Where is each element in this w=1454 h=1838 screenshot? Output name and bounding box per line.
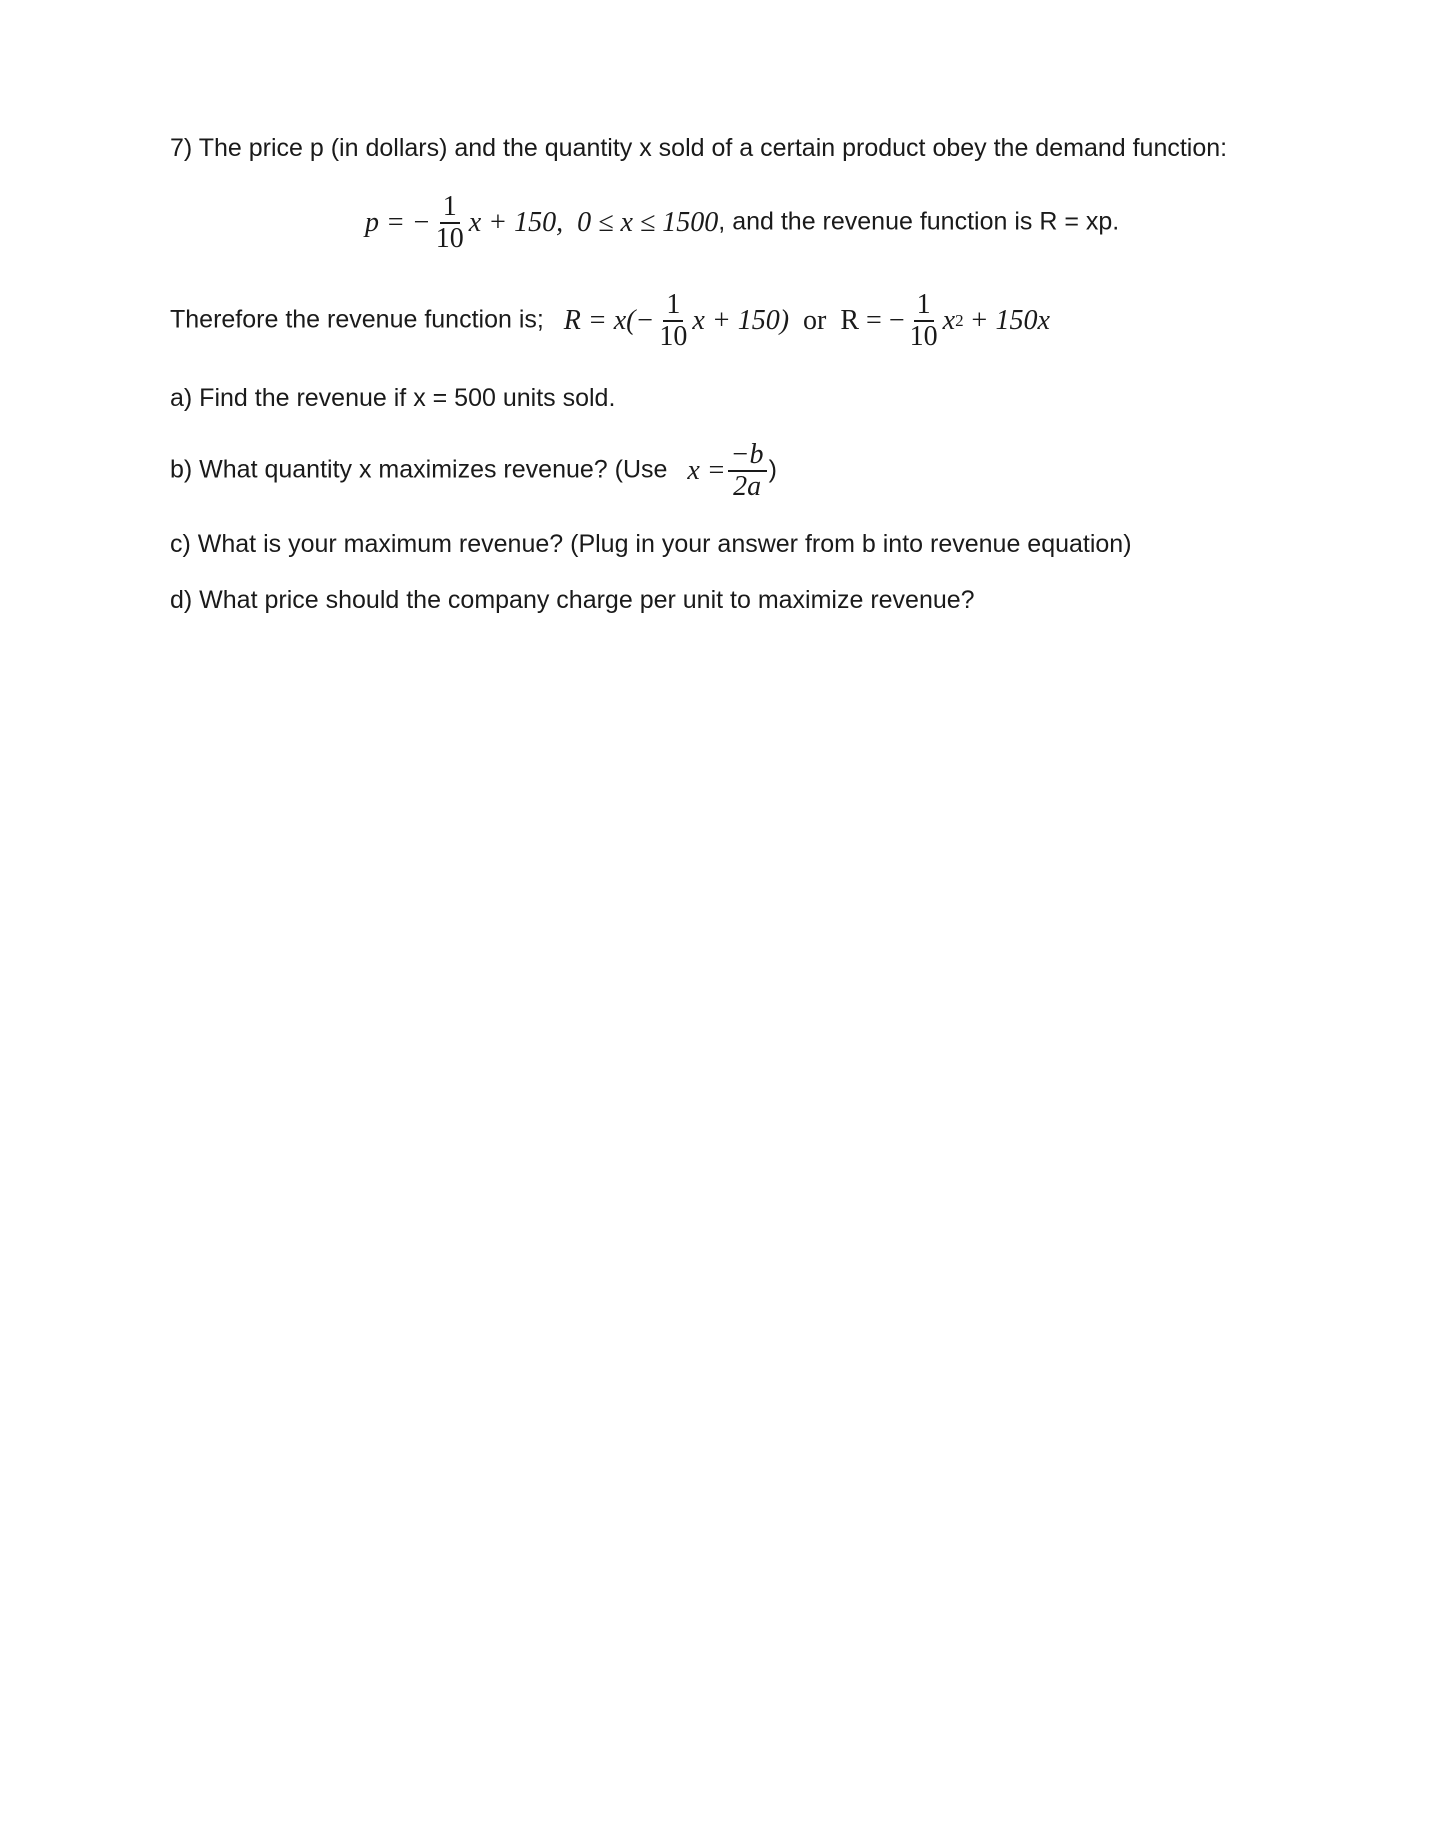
revenue-equation-1 bbox=[564, 290, 1050, 352]
revenue-eq2-denominator: 10 bbox=[909, 321, 938, 352]
demand-fraction-numerator: 1 bbox=[440, 192, 460, 224]
demand-equation bbox=[365, 192, 718, 254]
demand-domain: 0 ≤ x ≤ 1500 bbox=[577, 207, 719, 238]
demand-rest: x + 150, bbox=[468, 207, 564, 238]
part-d-question: d) What price should the company charge per unit to maximize revenue? bbox=[170, 586, 975, 614]
revenue-function-line bbox=[170, 290, 1050, 352]
part-b-close-paren: ) bbox=[768, 455, 777, 484]
vertex-formula bbox=[687, 440, 768, 502]
revenue-eq1-denominator: 10 bbox=[659, 321, 688, 352]
revenue-eq1-numerator: 1 bbox=[663, 290, 683, 322]
revenue-eq2-numerator: 1 bbox=[914, 290, 934, 322]
revenue-eq2-fraction bbox=[907, 290, 941, 352]
revenue-eq2-exponent: 2 bbox=[955, 311, 964, 330]
vertex-formula-numerator: −b bbox=[728, 440, 767, 472]
demand-lhs: p = − bbox=[365, 207, 431, 238]
revenue-lead-text: Therefore the revenue function is; bbox=[170, 305, 544, 334]
demand-fraction bbox=[433, 192, 467, 254]
problem-intro: 7) The price p (in dollars) and the quantity x sold of a certain product obey the demand function: bbox=[170, 134, 1228, 162]
vertex-formula-fraction bbox=[728, 440, 767, 502]
revenue-or: or bbox=[803, 305, 827, 336]
part-a-question: a) Find the revenue if x = 500 units sold. bbox=[170, 384, 616, 412]
revenue-eq1-lhs: R = x(− bbox=[563, 305, 655, 336]
revenue-eq1-fraction bbox=[656, 290, 690, 352]
demand-fraction-denominator: 10 bbox=[435, 223, 464, 254]
part-c-question: c) What is your maximum revenue? (Plug in your answer from b into revenue equation) bbox=[170, 530, 1132, 558]
part-b-question: b) What quantity x maximizes revenue? (Use bbox=[170, 455, 668, 484]
revenue-eq2-rest: + 150x bbox=[969, 305, 1050, 336]
demand-revenue-text: , and the revenue function is R = xp. bbox=[718, 207, 1120, 236]
vertex-formula-lhs: x = bbox=[687, 455, 726, 486]
revenue-eq2-lhs: R = − bbox=[840, 305, 905, 336]
vertex-formula-denominator: 2a bbox=[733, 471, 762, 502]
revenue-eq2-var: x bbox=[942, 305, 956, 336]
demand-function-line bbox=[365, 192, 1119, 254]
part-b-line bbox=[170, 440, 777, 502]
revenue-eq1-rest: x + 150) bbox=[692, 305, 790, 336]
